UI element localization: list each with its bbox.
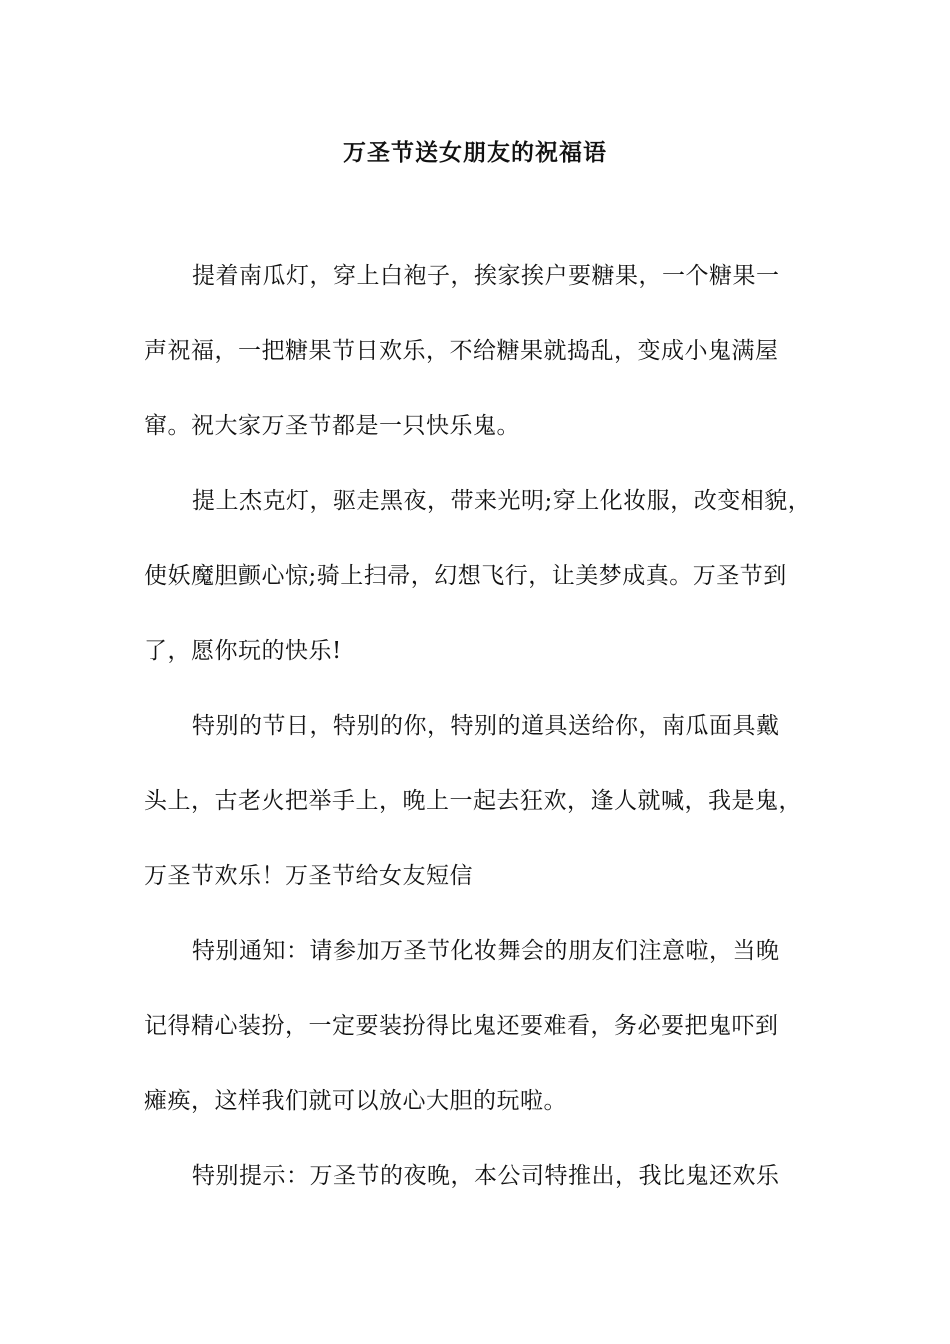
paragraph-3 [144,706,828,931]
text-line: 瘫痪，这样我们就可以放心大胆的玩啦。 [144,1088,567,1114]
paragraph-2 [144,481,828,706]
text-line: 特别的节日，特别的你，特别的道具送给你，南瓜面具戴 [192,713,780,739]
text-line: 使妖魔胆颤心惊;骑上扫帚，幻想飞行，让美梦成真。万圣节到 [144,563,787,589]
text-line: 提上杰克灯，驱走黑夜，带来光明;穿上化妆服，改变相貌， [192,488,812,514]
text-line: 窜。祝大家万圣节都是一只快乐鬼。 [144,413,520,439]
text-line: 了，愿你玩的快乐! [144,638,342,664]
text-line: 特别提示：万圣节的夜晚，本公司特推出，我比鬼还欢乐 [192,1163,780,1189]
text-line: 提着南瓜灯，穿上白袍子，挨家挨户要糖果，一个糖果一 [192,263,780,289]
paragraph-1 [144,256,828,481]
text-line: 记得精心装扮，一定要装扮得比鬼还要难看，务必要把鬼吓到 [144,1013,779,1039]
document-title: 万圣节送女朋友的祝福语 [343,139,607,166]
text-line: 头上，古老火把举手上，晚上一起去狂欢，逢人就喊，我是鬼， [144,788,802,814]
text-line: 特别通知：请参加万圣节化妆舞会的朋友们注意啦，当晚 [192,938,780,964]
text-line: 声祝福，一把糖果节日欢乐，不给糖果就捣乱，变成小鬼满屋 [144,338,779,364]
text-line: 万圣节欢乐！万圣节给女友短信 [144,863,473,889]
paragraph-5 [144,1156,828,1231]
paragraph-4 [144,931,828,1156]
document-body [144,256,828,1231]
